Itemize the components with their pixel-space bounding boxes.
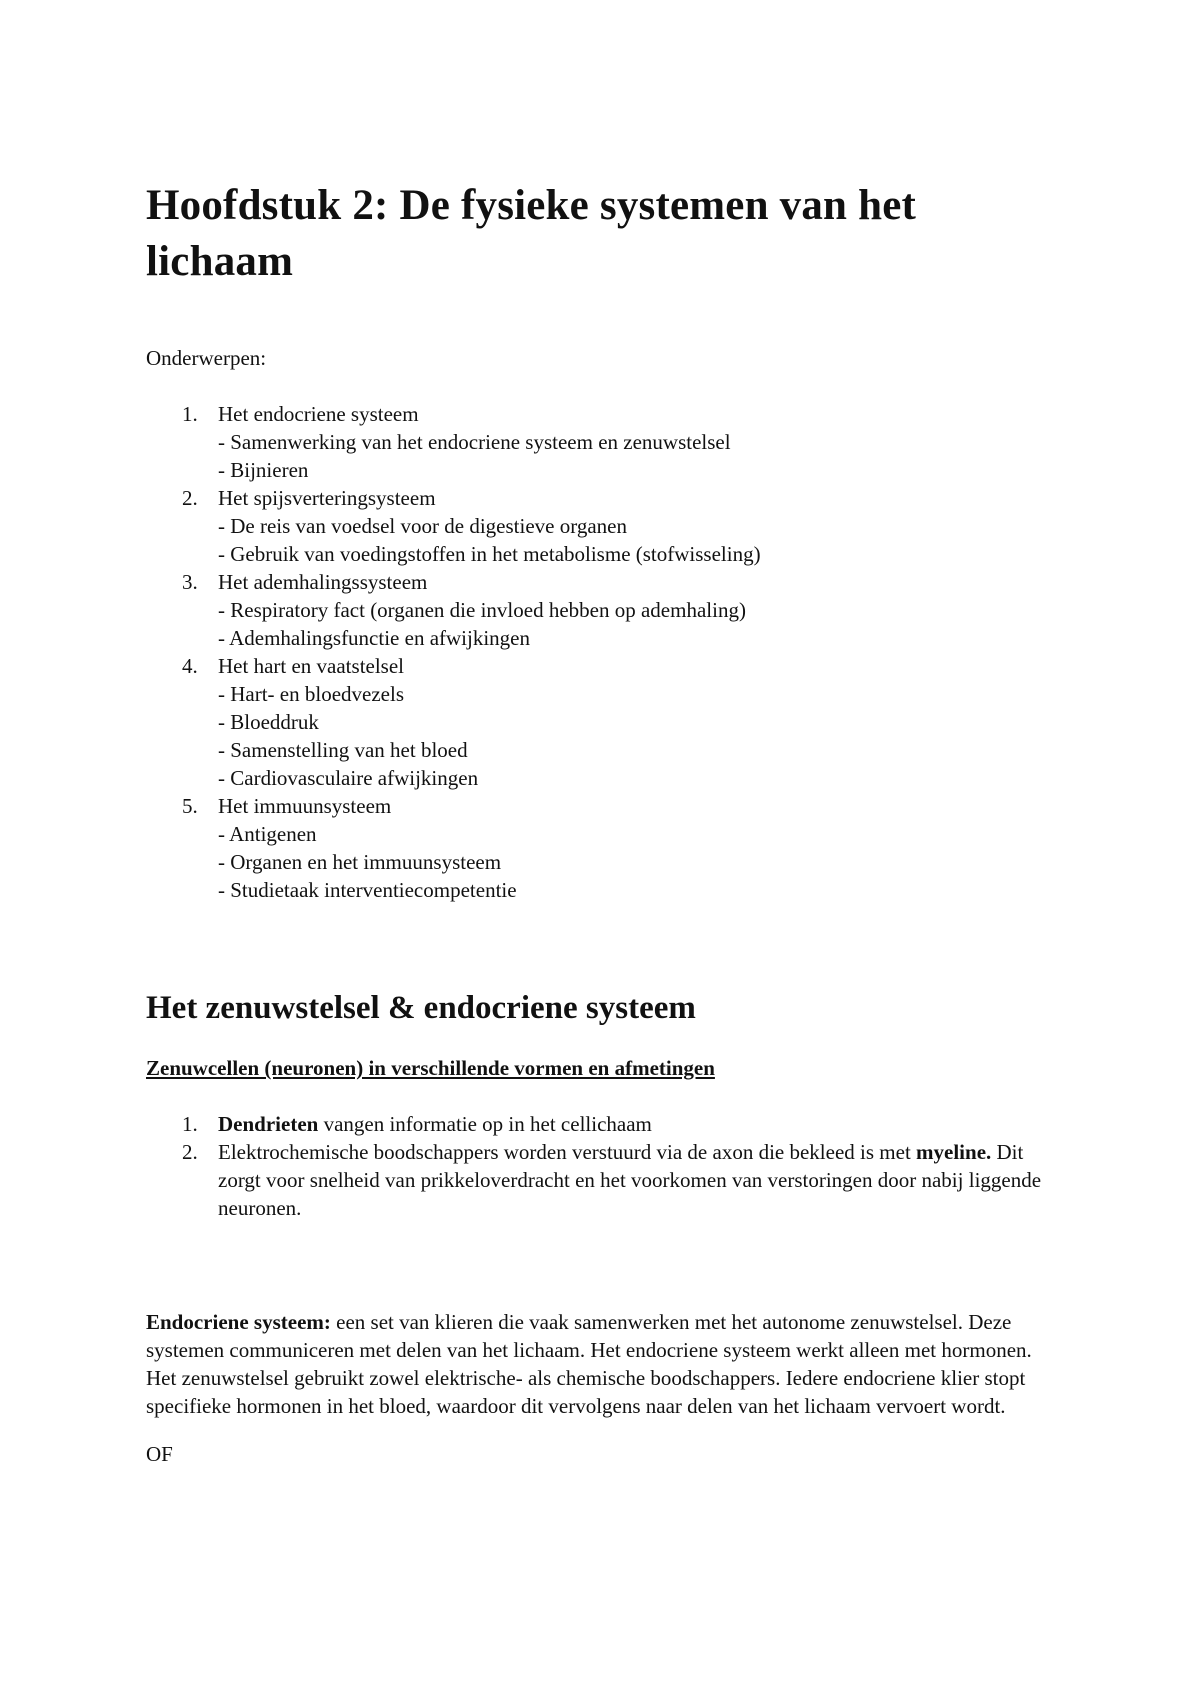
- topic-title: Het hart en vaatstelsel: [218, 654, 405, 678]
- topic-item: [146, 652, 1046, 792]
- topic-number: 1.: [182, 402, 198, 426]
- topic-title: Het ademhalingssysteem: [218, 570, 428, 594]
- paragraph-text: een set van klieren die vaak samenwerken met het autonome zenuwstelsel. Deze systemen communiceren met delen van het lichaam. Het endocriene systeem werkt alleen met hormonen. Het zenuwstelsel gebruikt zowel elektrische- als chemische boodschappers. Iedere endocriene klier stopt specifieke hormonen in het bloed, waardoor dit vervolgens naar delen van het lichaam vervoert wordt.: [146, 1310, 1032, 1418]
- topic-number: 4.: [182, 654, 198, 678]
- list-text: vangen informatie op in het cellichaam: [318, 1112, 652, 1136]
- of-text: OF: [146, 1442, 173, 1466]
- topic-title: Het immuunsysteem: [218, 794, 392, 818]
- topic-subitem: - Antigenen: [218, 822, 317, 846]
- topic-item: [146, 568, 1046, 652]
- topic-subitem: - Studietaak interventiecompetentie: [218, 878, 517, 902]
- topic-subitem: - Bloeddruk: [218, 710, 319, 734]
- list-number: 2.: [182, 1140, 198, 1164]
- list-text: Dit zorgt voor snelheid van prikkeloverdracht en het voorkomen van verstoringen door nabij liggende neuronen.: [218, 1140, 1042, 1220]
- topic-subitem: - Cardiovasculaire afwijkingen: [218, 766, 479, 790]
- list-text: Elektrochemische boodschappers worden verstuurd via de axon die bekleed is met: [218, 1140, 917, 1164]
- topic-item: [146, 400, 1046, 484]
- subjects-label: Onderwerpen:: [146, 346, 267, 370]
- topic-subitem: - Ademhalingsfunctie en afwijkingen: [218, 626, 530, 650]
- topic-subitem: - De reis van voedsel voor de digestieve organen: [218, 514, 627, 538]
- topics-list: [146, 400, 1046, 904]
- topic-subitem: - Gebruik van voedingstoffen in het metabolisme (stofwisseling): [218, 542, 761, 566]
- topic-subitem: - Respiratory fact (organen die invloed hebben op ademhaling): [218, 598, 746, 622]
- topic-number: 2.: [182, 486, 198, 510]
- neurons-list-item: [146, 1138, 1046, 1222]
- topic-title: Het endocriene systeem: [218, 402, 419, 426]
- bold-term: Dendrieten: [218, 1112, 319, 1136]
- bold-term: Endocriene systeem:: [146, 1310, 331, 1334]
- topic-item: [146, 484, 1046, 568]
- neurons-list-item: [146, 1110, 1046, 1138]
- neurons-list: [146, 1110, 1046, 1222]
- topic-number: 3.: [182, 570, 198, 594]
- topic-number: 5.: [182, 794, 198, 818]
- bold-term: myeline.: [916, 1140, 992, 1164]
- section-title: Het zenuwstelsel & endocriene systeem: [146, 990, 696, 1026]
- topic-item: [146, 792, 1046, 904]
- topic-subitem: - Samenwerking van het endocriene systeem en zenuwstelsel: [218, 430, 731, 454]
- topic-subitem: - Samenstelling van het bloed: [218, 738, 468, 762]
- topic-subitem: - Bijnieren: [218, 458, 309, 482]
- list-number: 1.: [182, 1112, 198, 1136]
- topic-subitem: - Organen en het immuunsysteem: [218, 850, 502, 874]
- endocrine-paragraph: [146, 1308, 1046, 1420]
- topic-subitem: - Hart- en bloedvezels: [218, 682, 404, 706]
- neurons-heading: Zenuwcellen (neuronen) in verschillende vormen en afmetingen: [146, 1056, 715, 1080]
- topic-title: Het spijsverteringsysteem: [218, 486, 436, 510]
- document-page: [146, 170, 1046, 1466]
- document-title: Hoofdstuk 2: De fysieke systemen van het lichaam: [146, 182, 917, 285]
